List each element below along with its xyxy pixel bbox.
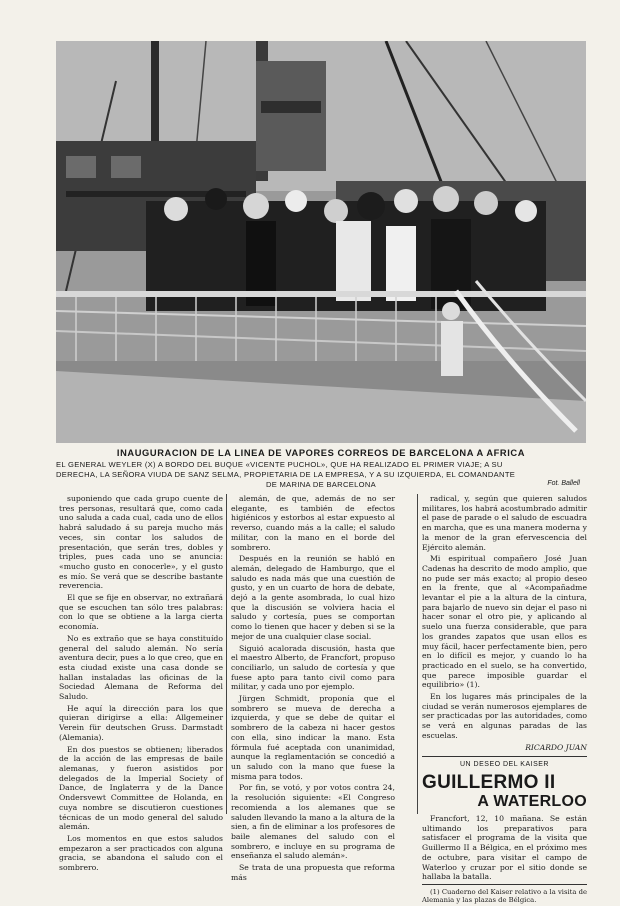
paragraph: alemán, de que, además de no ser elegante, es también de efectos higiénicos y estorbos al estar expuesto al reverso, cuando más a la calle; el saludo militar, con la mano en el borde del sombrero.	[231, 494, 395, 552]
caption-title: INAUGURACION DE LA LINEA DE VAPORES CORREOS DE BARCELONA A AFRICA	[116, 448, 526, 458]
photo-credit: Fot. Ballell	[547, 480, 580, 487]
caption-line-2: DERECHA, LA SEÑORA VIUDA DE SANZ SELMA, PROPIETARIA DE LA EMPRESA, Y A SU IZQUIERDA, EL COMANDANTE	[56, 470, 516, 479]
paragraph: suponiendo que cada grupo cuente de tres personas, resultará que, como cada uno saluda a cada cual, cada uno de ellos habrá saludado á su pareja mucho más veces, sin contar los saludos de presentación, que serán tres, dobles y triples, pues cada uno se anuncia: «mucho gusto en conocerle», y el gusto es mío. Se verá que se describe bastante reverencia.	[59, 494, 223, 591]
paragraph: Se trata de una propuesta que reforma más	[231, 863, 395, 882]
caption-line-1: EL GENERAL WEYLER (X) A BORDO DEL BUQUE «VICENTE PUCHOL», QUE HA REALIZADO EL PRIMER VIAJE; A SU	[56, 460, 503, 469]
footnote: (1) Cuaderno del Kaiser relativo a la visita de Alemania y las plazas de Bélgica.	[422, 887, 587, 904]
ship-photo	[56, 41, 586, 443]
column-rule	[417, 494, 418, 814]
paragraph: Los momentos en que estos saludos empezaron a ser practicados con alguna gracia, se abandona el saludo con el sombrero.	[59, 833, 223, 873]
paragraph: En los lugares más principales de la ciudad se verán numerosos ejemplares de ser practicadas por las autoridades, como se verá en algunas paradas de las escuelas.	[422, 692, 587, 740]
sidebar-kicker: UN DESEO DEL KAISER	[460, 761, 549, 769]
sidebar-body	[422, 814, 587, 882]
sidebar-body-text: Se están ultimando los preparativos para satisfacer el programa de la visita que Guillermo II a Bélgica, en el próximo mes de octubre, para visitar el campo de Waterloo y cruzar por el sitio donde se hallaba la batalla.	[422, 813, 587, 882]
column-rule	[226, 494, 227, 814]
article-column-1	[59, 494, 223, 875]
paragraph: Siguió acalorada discusión, hasta que el maestro Alberto, de Francfort, propuso conciliarlo, un saludo de cortesía y que fuese apto para tanto civil como para militar, y cada uno por ejemplo.	[231, 643, 395, 692]
ship-photo-illustration	[56, 41, 586, 443]
paragraph: Mi espiritual compañero José Juan Cadenas ha descrito de modo amplio, que no pude ser más exacto; al propio deseo en la frente, que al «Acompañadme levantar el pie a la altura de la cintura, para bajarlo de nuevo sin dejar el paso ni hacer sonar el otro pie, y aplicando al suelo una fuerza considerable, que para los grandes zapatos que usan ellos es muy fácil, hacer perfectamente bien, pero en lo difícil es mejor, y cuando lo ha practicado en el suelo, se ha convertido, que parece imposible guardar el equilibrio» (1).	[422, 554, 587, 690]
article-column-2	[231, 494, 395, 884]
sidebar-headline-line-2: A WATERLOO	[477, 792, 587, 810]
author-signature: RICARDO JUAN	[525, 742, 587, 752]
paragraph: No es extraño que se haya constituído general del saludo alemán. No sería aventura decir, pues a lo que creo, que en esta ciudad existe una casa donde se hallan instaladas las oficinas de la Sociedad Alemana de Reforma del Saludo.	[59, 633, 223, 702]
divider	[422, 884, 587, 885]
dateline: Francfort, 12, 10 mañana.	[430, 813, 544, 823]
paragraph: En dos puestos se obtienen; liberados de la acción de las empresas de baile alemanas, y fueron asistidos por delegados de la Imperial Society of Dance, de Inglaterra y de la Dance Ondersvewt Committee de Holanda, en cuya nombre se discutieron cuestiones técnicas de un modo general del saludo alemán.	[59, 744, 223, 832]
caption-line-3: DE MARINA DE BARCELONA	[266, 480, 376, 489]
divider	[422, 756, 587, 757]
paragraph: He aquí la dirección para los que quieran dirigirse a ella: Allgemeiner Verein für deutschen Gruss. Darmstadt (Alemania).	[59, 703, 223, 742]
paragraph: Después en la reunión se habló en alemán, delegado de Hamburgo, que el saludo es nada más que una cuestión de gusto, y en un cuarto de hora de debate, dejó a la gente asombrada, lo cual hizo que la discusión se volviera hacia el saludo y cortesía, pues se comportan como lo tienen que hacer y deben si se la mejor de una cualquier clase social.	[231, 554, 395, 641]
sidebar-headline-line-1: GUILLERMO II	[422, 771, 556, 793]
paragraph: El que se fije en observar, no extrañará que se escuchen tan sólo tres palabras: con lo que se obtiene a la larga cierta economía.	[59, 593, 223, 632]
paragraph: Por fin, se votó, y por votos contra 24, la resolución siguiente: «El Congreso recomienda a los alemanes que se saluden llevando la mano a la altura de la sien, a fin de eliminar a los profesores de baile alemanes del saludo con el sombrero, e incluye en su programa de enseñanza el saludo alemán».	[231, 783, 395, 861]
paragraph: Jürgen Schmidt, proponía que el sombrero se mueva de derecha a izquierda, y que se debe de quitar el sombrero de la cabeza ni hacer gestos con ella, sino indicar la mano. Esta fórmula fué aceptada con unanimidad, aunque la reglamentación se concedió a un saludo con la mano que fuese la misma para todos.	[231, 694, 395, 781]
paragraph: radical, y, según que quieren saludos militares, los habrá acostumbrado admitir el pase de parade o el saludo de escuadra en marcha, que es una manera moderna y la menor de la gran efervescencia del Ejército alemán.	[422, 494, 587, 552]
caption-body	[56, 460, 586, 490]
article-column-3	[422, 494, 587, 906]
